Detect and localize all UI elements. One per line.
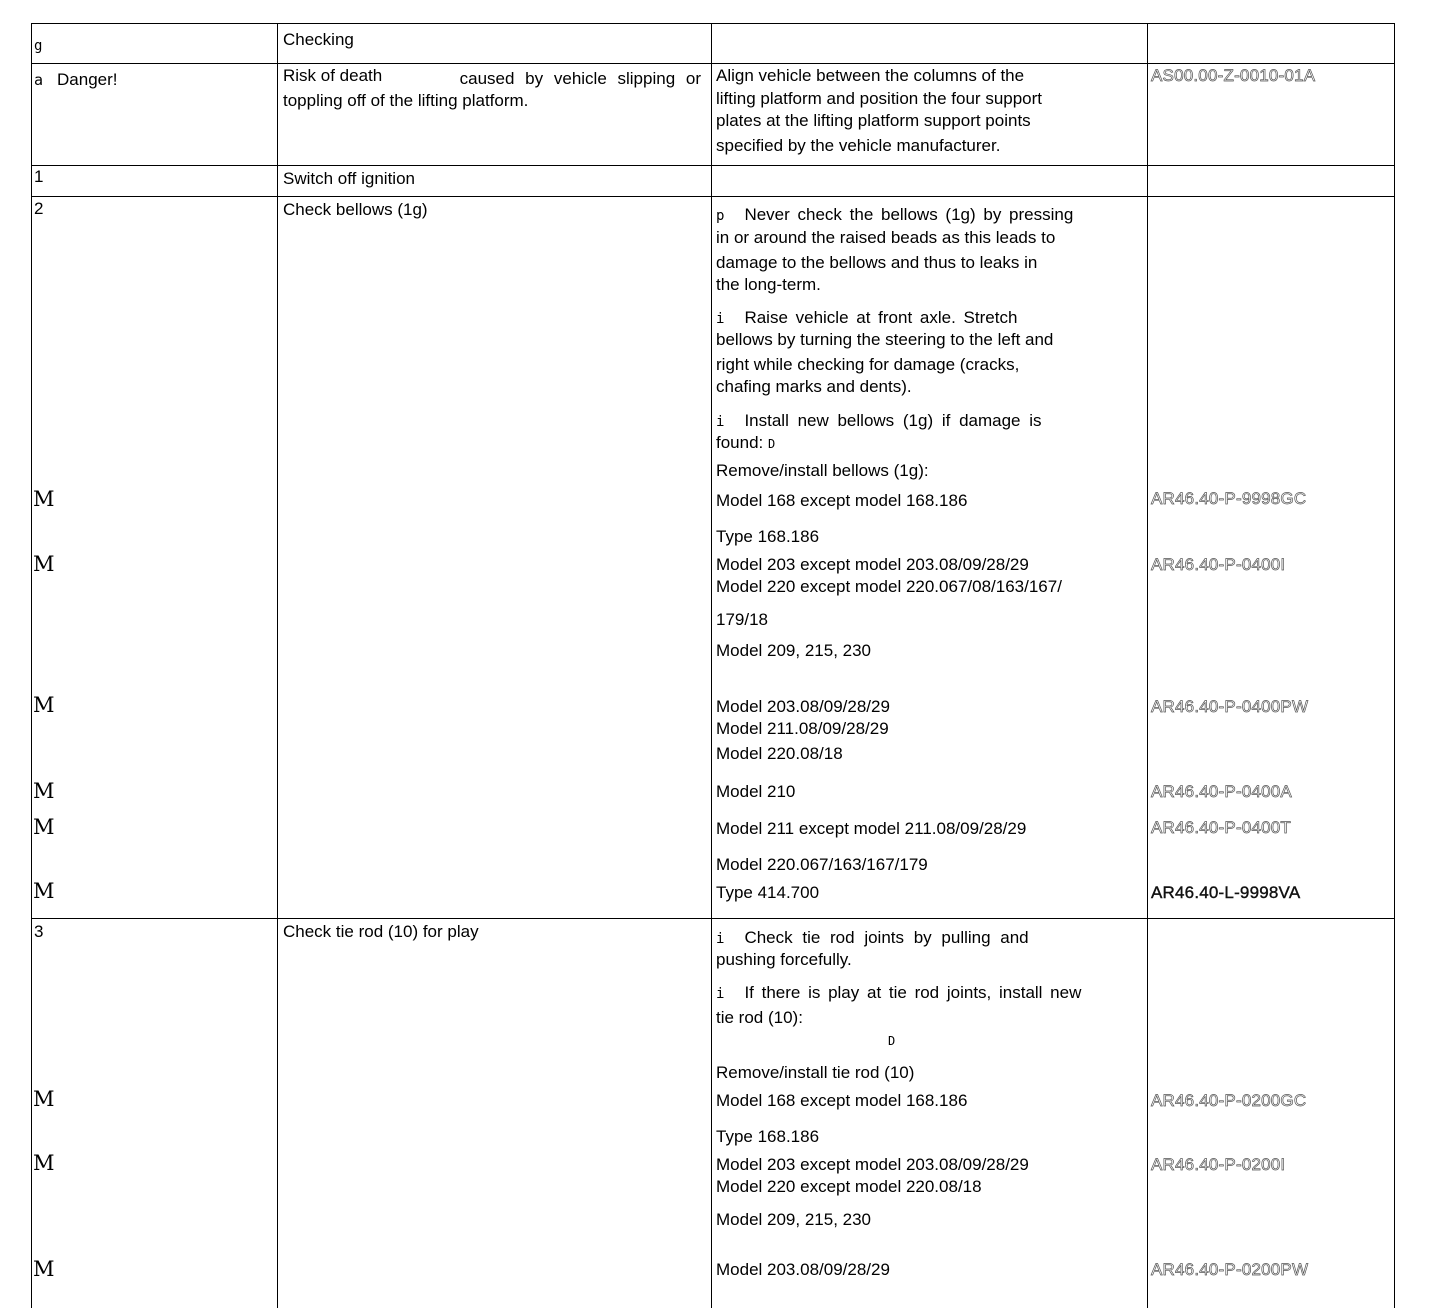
- info-line: found: D: [716, 433, 776, 452]
- reference-link[interactable]: AR46.40-P-0400A: [1151, 782, 1292, 801]
- model-line: Model 209, 215, 230: [716, 641, 872, 660]
- remove-install-label: Remove/install tie rod (10): [716, 1063, 915, 1082]
- info-icon: i: [716, 931, 725, 947]
- note-line: p Never check the bellows (1g) by pressing: [716, 205, 1074, 224]
- diagnosis-icon: D: [768, 437, 776, 451]
- info-icon: i: [716, 414, 725, 430]
- danger-icon: a: [34, 71, 44, 89]
- note-line: the long-term.: [716, 275, 821, 294]
- danger-instruction-line: plates at the lifting platform support points: [716, 111, 1031, 130]
- col-divider: [31, 23, 32, 1308]
- diagnosis-icon: D: [888, 1034, 896, 1048]
- col-divider: [1147, 23, 1148, 1308]
- row-divider: [31, 196, 1395, 197]
- manual-mark-icon: M: [33, 1087, 55, 1111]
- model-line: Type 168.186: [716, 527, 820, 546]
- model-line: Model 203.08/09/28/29: [716, 1260, 890, 1279]
- reference-link[interactable]: AR46.40-P-0200I: [1151, 1155, 1286, 1174]
- step-title: Switch off ignition: [283, 169, 415, 188]
- reference-link[interactable]: AR46.40-P-0400PW: [1151, 697, 1309, 716]
- danger-label: a Danger!: [34, 70, 118, 89]
- model-line: Model 211 except model 211.08/09/28/29: [716, 819, 1027, 838]
- col-divider: [711, 23, 712, 1308]
- row-divider: [31, 63, 1395, 64]
- model-line: Model 203 except model 203.08/09/28/29: [716, 1155, 1029, 1174]
- reference-link[interactable]: AR46.40-P-0200PW: [1151, 1260, 1309, 1279]
- table-border-top: [31, 23, 1395, 24]
- note-icon: p: [716, 208, 725, 224]
- danger-instruction-line: specified by the vehicle manufacturer.: [716, 136, 1001, 155]
- manual-mark-icon: M: [33, 1151, 55, 1175]
- step-title: Check tie rod (10) for play: [283, 922, 479, 941]
- manual-mark-icon: M: [33, 879, 55, 903]
- step-number: 2: [34, 199, 44, 218]
- step-number: 1: [34, 167, 44, 186]
- manual-mark-icon: M: [33, 552, 55, 576]
- danger-instruction-line: lifting platform and position the four support: [716, 89, 1043, 108]
- model-line: Model 210: [716, 782, 796, 801]
- manual-mark-icon: M: [33, 815, 55, 839]
- danger-risk-line2: toppling off of the lifting platform.: [283, 91, 529, 110]
- model-line: Model 168 except model 168.186: [716, 491, 968, 510]
- model-line: Model 220.067/163/167/179: [716, 855, 928, 874]
- step-title: Check bellows (1g): [283, 200, 428, 219]
- info-line: i If there is play at tie rod joints, install new: [716, 983, 1082, 1002]
- model-line: Model 209, 215, 230: [716, 1210, 872, 1229]
- info-line: i Raise vehicle at front axle. Stretch: [716, 308, 1018, 327]
- reference-link[interactable]: AR46.40-P-0400I: [1151, 555, 1286, 574]
- col-divider: [1394, 23, 1395, 1308]
- section-title: Checking: [283, 30, 354, 49]
- model-line: Model 203 except model 203.08/09/28/29: [716, 555, 1029, 574]
- manual-mark-icon: M: [33, 693, 55, 717]
- checking-symbol-icon: g: [34, 38, 43, 54]
- step-number: 3: [34, 922, 44, 941]
- info-line: chafing marks and dents).: [716, 377, 912, 396]
- col-divider: [277, 23, 278, 1308]
- reference-link[interactable]: AR46.40-P-9998GC: [1151, 489, 1307, 508]
- model-line: Model 220.08/18: [716, 744, 843, 763]
- info-icon: i: [716, 986, 725, 1002]
- model-line: 179/18: [716, 610, 768, 629]
- model-line: Model 220 except model 220.08/18: [716, 1177, 982, 1196]
- reference-link[interactable]: AR46.40-P-0200GC: [1151, 1091, 1307, 1110]
- manual-mark-icon: M: [33, 487, 55, 511]
- danger-instruction-line: Align vehicle between the columns of the: [716, 66, 1025, 85]
- danger-reference-link[interactable]: AS00.00-Z-0010-01A: [1151, 66, 1316, 85]
- info-line: i Install new bellows (1g) if damage is: [716, 411, 1042, 430]
- info-line: bellows by turning the steering to the left and: [716, 330, 1054, 349]
- manual-mark-icon: M: [33, 1257, 55, 1281]
- note-line: damage to the bellows and thus to leaks in: [716, 253, 1038, 272]
- remove-install-label: Remove/install bellows (1g):: [716, 461, 929, 480]
- model-line: Model 203.08/09/28/29: [716, 697, 890, 716]
- note-line: in or around the raised beads as this leads to: [716, 228, 1056, 247]
- model-line: Type 414.700: [716, 883, 820, 902]
- info-line: pushing forcefully.: [716, 950, 852, 969]
- reference-link[interactable]: AR46.40-P-0400T: [1151, 818, 1292, 837]
- model-line: Type 168.186: [716, 1127, 820, 1146]
- info-line: tie rod (10):: [716, 1008, 803, 1027]
- info-line: right while checking for damage (cracks,: [716, 355, 1020, 374]
- model-line: Model 220 except model 220.067/08/163/167/: [716, 577, 1062, 596]
- model-line: Model 211.08/09/28/29: [716, 719, 889, 738]
- danger-risk-line1: Risk of death caused by vehicle slipping or: [283, 66, 701, 88]
- info-line: i Check tie rod joints by pulling and: [716, 928, 1029, 947]
- info-icon: i: [716, 311, 725, 327]
- reference-link[interactable]: AR46.40-L-9998VA: [1151, 883, 1301, 902]
- manual-mark-icon: M: [33, 779, 55, 803]
- row-divider: [31, 165, 1395, 166]
- model-line: Model 168 except model 168.186: [716, 1091, 968, 1110]
- row-divider: [31, 918, 1395, 919]
